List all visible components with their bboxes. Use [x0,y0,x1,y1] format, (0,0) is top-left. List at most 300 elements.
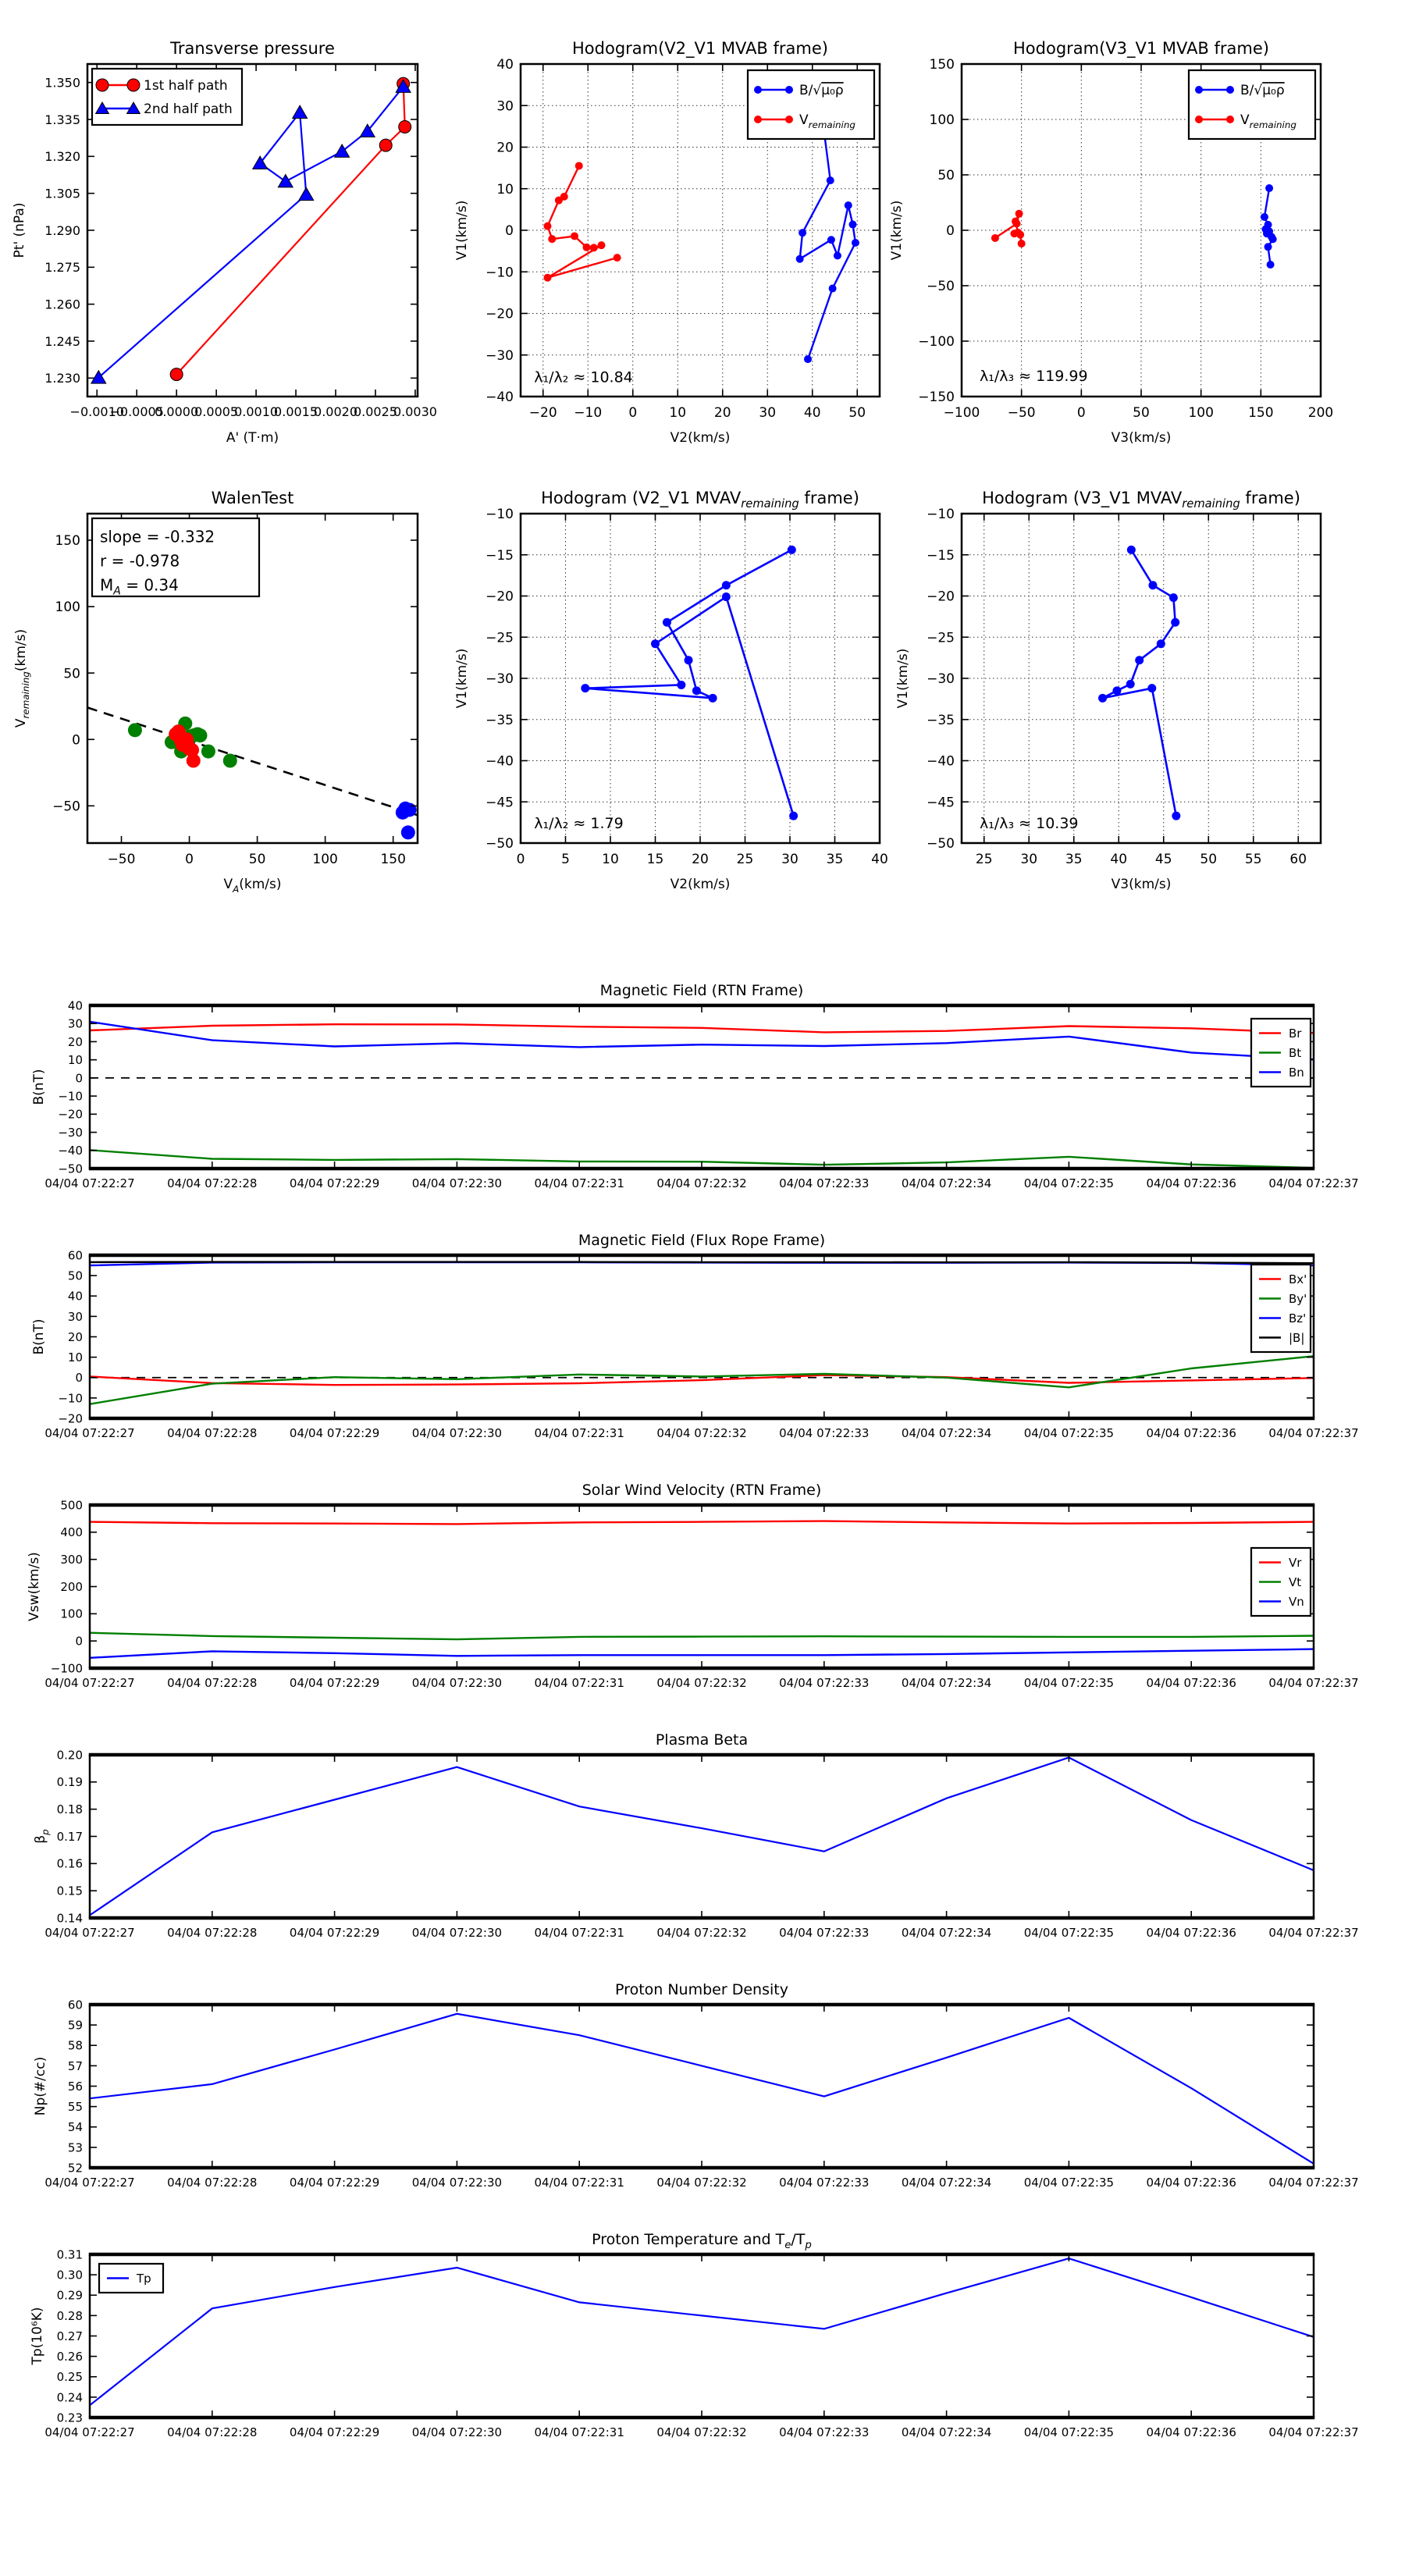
x-tick-label: −10 [574,405,603,421]
y-tick-label: 20 [67,1034,83,1049]
marker-dot [1147,684,1156,692]
y-tick-label: 20 [496,140,514,156]
y-tick-label: −15 [486,547,514,564]
y-tick-label: 59 [67,2018,83,2033]
legend-label: B/√μ₀ρ [799,83,844,99]
y-tick-label: 40 [496,57,514,73]
marker-circle [379,139,392,151]
y-tick-label: 50 [63,666,80,682]
chart-solar-wind-velocity [27,1482,1359,1690]
marker-dot [829,285,837,293]
y-tick-label: 500 [60,1498,83,1513]
y-tick-label: 0 [505,223,514,240]
marker-dot [1016,231,1024,239]
x-tick-label: 04/04 07:22:29 [289,1426,380,1440]
marker-dot [1135,656,1144,664]
series-line-B/√{μ₀ρ} [585,550,794,816]
y-tick-label: −20 [58,1107,83,1122]
y-tick-label: −20 [58,1411,83,1426]
series-line-Vn [90,1649,1314,1658]
marker-dot [1195,116,1203,123]
x-tick-label: 40 [1110,852,1128,867]
series-Br [90,1024,1314,1033]
x-tick-label: 0 [628,405,638,421]
infobox-line: slope = -0.332 [100,527,215,546]
annotation-hodogram-v3v1-mvav: λ₁/λ₃ ≈ 10.39 [980,815,1079,833]
chart-proton-temperature [30,2231,1359,2439]
marker-dot [598,241,606,249]
marker-dot [1261,213,1268,221]
y-tick-label: −30 [58,1125,83,1140]
chart-title-hodogram-v2v1-mvab: Hodogram(V2_V1 MVAB frame) [572,39,828,58]
y-tick-label: 100 [929,112,955,129]
y-tick-label: 0 [75,1634,83,1649]
y-tick-label: 57 [67,2058,83,2073]
marker-dot [1112,686,1121,695]
x-tick-label: 04/04 07:22:32 [656,1676,747,1690]
y-tick-label: −35 [927,712,955,728]
annotation-hodogram-v2v1-mvav: λ₁/λ₂ ≈ 1.79 [534,815,624,833]
y-tick-label: 0.25 [56,2370,83,2385]
spines [89,1755,1315,1918]
chart-title-solar-wind-velocity: Solar Wind Velocity (RTN Frame) [582,1482,822,1499]
x-tick-label: 25 [975,852,993,867]
y-axis-label: B(nT) [31,1318,47,1355]
y-tick-label: −20 [486,589,514,605]
marker-dot [1172,812,1180,820]
y-tick-label: −10 [58,1089,83,1104]
marker-dot [804,355,812,363]
legend-label: Br [1289,1026,1302,1041]
y-tick-label: 10 [67,1350,83,1365]
chart-hodogram-v2v1-mvab [454,39,880,446]
y-tick-label: −30 [486,347,514,364]
series-line-B/√{μ₀ρ} [1103,550,1176,816]
y-axis-label: Pt' (nPa) [12,202,27,258]
y-tick-label: 300 [60,1553,83,1567]
y-tick-label: 0.23 [56,2411,83,2425]
y-tick-label: −25 [927,630,955,646]
y-tick-label: 1.335 [44,112,80,127]
x-tick-label: 04/04 07:22:27 [44,1926,135,1940]
x-tick-label: −20 [528,405,557,421]
chart-magnetic-field-rtn [31,982,1359,1190]
x-tick-label: −0.0010 [69,404,124,419]
series-V_{remaining} [544,162,621,281]
x-tick-label: 04/04 07:22:37 [1268,1676,1359,1690]
marker-circle [170,368,183,381]
x-tick-label: 04/04 07:22:36 [1146,2176,1236,2190]
y-axis-label: $V_{remaining}(km/s)$ [13,628,31,728]
y-tick-label: −15 [927,547,955,564]
x-tick-label: 04/04 07:22:31 [534,1426,624,1440]
marker-dot [722,581,731,589]
marker-dot [845,201,852,209]
y-tick-label: −40 [927,753,955,770]
y-tick-label: −50 [58,1162,83,1176]
x-tick-label: 04/04 07:22:28 [167,1676,258,1690]
x-tick-label: 04/04 07:22:28 [167,2176,258,2190]
x-tick-label: 04/04 07:22:35 [1023,1926,1115,1940]
x-tick-label: 04/04 07:22:30 [411,1926,503,1940]
marker-dot [1016,210,1023,218]
y-tick-label: 55 [67,2100,83,2115]
x-tick-label: 04/04 07:22:31 [534,2425,624,2439]
y-tick-label: 10 [496,181,514,197]
y-tick-label: 60 [67,1248,83,1263]
marker-dot [722,592,731,601]
marker-dot [555,197,563,205]
x-tick-label: 04/04 07:22:33 [779,1176,870,1190]
x-tick-label: 150 [380,852,406,867]
x-tick-label: 04/04 07:22:35 [1023,1676,1115,1690]
series-line-Np [90,2014,1314,2164]
y-tick-label: 54 [67,2120,83,2135]
series-line-V_{remaining} [548,166,617,278]
y-tick-label: 50 [67,1268,83,1283]
x-tick-label: 04/04 07:22:28 [167,2425,258,2439]
x-tick-label: 04/04 07:22:27 [44,1676,135,1690]
y-tick-label: −20 [486,306,514,322]
y-axis-label: B(nT) [31,1069,47,1105]
y-tick-label: 150 [55,533,80,550]
x-tick-label: 04/04 07:22:29 [289,1676,380,1690]
x-tick-label: 0.0015 [274,404,318,419]
y-tick-label: 0.17 [56,1829,83,1844]
y-tick-label: −50 [927,836,955,852]
x-tick-label: 04/04 07:22:33 [779,1926,870,1940]
x-tick-label: 04/04 07:22:33 [779,2425,870,2439]
y-tick-label: −100 [918,334,955,350]
marker-dot [1098,694,1107,703]
legend-label: B/√μ₀ρ [1240,83,1285,99]
marker-dot [785,116,793,123]
marker-dot [1267,261,1275,269]
y-tick-label: 50 [937,168,955,184]
x-axis-label: V3(km/s) [1111,430,1172,446]
x-tick-label: 04/04 07:22:34 [901,2425,992,2439]
x-tick-label: 30 [1020,852,1038,867]
legend-proton-temperature [99,2264,163,2293]
marker-dot [788,546,796,554]
series-Vn [90,1649,1314,1658]
y-tick-label: 0.19 [56,1775,83,1790]
series-B/√{μ₀ρ} [1098,546,1180,820]
chart-hodogram-v3v1-mvav [895,489,1321,892]
x-tick-label: 04/04 07:22:34 [901,1176,992,1190]
chart-proton-number-density [33,1981,1359,2190]
marker-dot [834,251,841,259]
chart-hodogram-v3v1-mvab [889,39,1333,446]
x-tick-label: 04/04 07:22:35 [1023,2176,1115,2190]
x-tick-label: −50 [1007,405,1036,421]
y-tick-label: 0.14 [56,1911,83,1926]
x-tick-label: 0 [516,852,525,867]
x-tick-label: 30 [781,852,799,867]
y-tick-label: 1.290 [44,222,80,238]
y-tick-label: 0.30 [56,2268,83,2282]
marker-dot [614,254,621,262]
x-axis-label: V2(km/s) [670,430,731,446]
marker-dot [799,229,806,237]
marker-dot [754,116,762,123]
x-tick-label: 30 [759,405,777,421]
y-tick-label: 1.320 [44,149,80,165]
marker-dot [1157,639,1165,648]
scatter-point [180,732,194,746]
x-axis-label: V3(km/s) [1111,877,1172,892]
y-tick-label: 0.28 [56,2308,83,2323]
x-tick-label: 04/04 07:22:33 [779,1676,870,1690]
marker-dot [583,244,591,251]
y-tick-label: 0 [72,732,80,749]
legend-transverse-pressure [92,69,242,125]
x-tick-label: 04/04 07:22:31 [534,1926,624,1940]
legend-label: Bx' [1289,1272,1307,1286]
series-beta-p [90,1758,1314,1916]
y-tick-label: 1.230 [44,371,80,386]
x-tick-label: 04/04 07:22:32 [656,1426,747,1440]
x-tick-label: 04/04 07:22:34 [901,1676,992,1690]
x-tick-label: 04/04 07:22:30 [411,1676,503,1690]
x-tick-label: −100 [943,405,980,421]
infobox-line: $M_A = 0.34$ [100,575,179,598]
y-axis-label: Tp(10⁶K) [30,2307,45,2365]
marker-dot [571,232,578,240]
x-tick-label: 04/04 07:22:32 [656,1176,747,1190]
y-tick-label: 56 [67,2079,83,2094]
series-Vr [90,1521,1314,1525]
infobox-walen-test [92,518,259,597]
tick-labels [486,507,888,867]
y-tick-label: 0 [946,223,955,240]
y-tick-label: 0.24 [56,2390,83,2405]
x-tick-label: 60 [1289,852,1307,867]
marker-dot [785,86,793,94]
marker-dot [1171,618,1179,627]
series-line-Vt [90,1633,1314,1639]
y-tick-label: 10 [67,1053,83,1068]
marker-dot [1195,86,1203,94]
y-tick-label: 1.305 [44,186,80,201]
x-tick-label: 04/04 07:22:37 [1268,2425,1359,2439]
marker-dot [827,236,835,244]
series-line-Br [90,1024,1314,1033]
chart-title-magnetic-field-rtn: Magnetic Field (RTN Frame) [599,982,804,999]
marker-dot [548,235,556,243]
x-tick-label: 5 [561,852,570,867]
legend-hodogram-v2v1-mvab [748,70,874,139]
x-tick-label: 04/04 07:22:30 [411,1176,503,1190]
x-tick-label: 04/04 07:22:36 [1146,1176,1236,1190]
x-tick-label: 10 [669,405,687,421]
x-tick-label: 04/04 07:22:34 [901,1426,992,1440]
x-tick-label: 04/04 07:22:31 [534,2176,624,2190]
x-tick-label: 0 [1076,405,1086,421]
x-tick-label: 04/04 07:22:27 [44,1426,135,1440]
x-tick-label: 50 [1200,852,1218,867]
series-B/√{μ₀ρ} [581,546,798,820]
series-B/√{μ₀ρ} [1261,184,1277,269]
y-axis-label: Np(#/cc) [33,2056,48,2116]
marker-circle [399,120,411,133]
legend-label: $V_{remaining}$ [799,112,855,131]
x-tick-label: 0.0030 [393,404,437,419]
x-tick-label: 35 [826,852,844,867]
x-tick-label: 15 [646,852,664,867]
grid [962,514,1321,843]
x-tick-label: 04/04 07:22:35 [1023,1176,1115,1190]
y-tick-label: 52 [67,2161,83,2176]
legend-label: Vn [1289,1594,1304,1609]
legend-label: Bt [1289,1045,1302,1060]
series-line-2nd half path [98,87,403,378]
marker-dot [1226,86,1234,94]
marker-dot [852,239,859,247]
marker-triangle [278,175,293,187]
y-tick-label: 1.245 [44,333,80,349]
x-tick-label: 04/04 07:22:34 [901,2176,992,2190]
y-tick-label: 100 [60,1606,83,1621]
y-tick-label: 0 [75,1371,83,1386]
marker-dot [1264,243,1272,251]
x-tick-label: −50 [107,852,136,867]
y-tick-label: −30 [927,671,955,688]
chart-title-proton-number-density: Proton Number Density [615,1981,788,1998]
marker-dot [1265,184,1273,192]
x-tick-label: 40 [871,852,888,867]
x-tick-label: 0.0005 [194,404,239,419]
x-tick-label: 0.0025 [353,404,397,419]
y-tick-label: 40 [67,1289,83,1304]
y-axis-label: V1(km/s) [889,200,905,261]
chart-title-plasma-beta: Plasma Beta [655,1731,749,1749]
x-tick-label: 04/04 07:22:34 [901,1926,992,1940]
x-tick-label: 04/04 07:22:32 [656,1926,747,1940]
ticks [90,1505,1314,1668]
marker-dot [1226,116,1234,123]
marker-dot [1126,680,1135,688]
series-Np [90,2014,1314,2164]
legend-label: Vr [1289,1555,1302,1570]
annotation-hodogram-v3v1-mvab: λ₁/λ₃ ≈ 119.99 [980,368,1088,386]
x-tick-label: 04/04 07:22:28 [167,1176,258,1190]
chart-title-magnetic-field-flux-rope: Magnetic Field (Flux Rope Frame) [578,1232,826,1249]
marker-dot [677,681,685,689]
y-tick-label: −10 [927,507,955,523]
ticks [90,1255,1314,1418]
y-tick-label: 0.26 [56,2350,83,2364]
y-tick-label: −30 [486,671,514,688]
chart-transverse-pressure [12,39,437,446]
x-tick-label: 04/04 07:22:31 [534,1176,624,1190]
spines [89,1005,1315,1169]
marker-triangle [253,156,268,169]
y-tick-label: −45 [486,795,514,811]
marker-dot [544,274,552,282]
marker-circle [127,79,140,91]
x-tick-label: 04/04 07:22:36 [1146,1676,1236,1690]
scatter-point [187,754,201,768]
y-tick-label: 150 [929,57,955,73]
y-tick-label: 100 [55,600,80,616]
y-tick-label: −25 [486,630,514,646]
x-tick-label: 04/04 07:22:37 [1268,1426,1359,1440]
y-tick-label: 40 [67,998,83,1013]
marker-dot [1148,581,1157,589]
y-tick-label: 30 [67,1309,83,1324]
marker-circle [96,79,108,91]
x-tick-label: 150 [1248,405,1274,421]
y-tick-label: 0.18 [56,1802,83,1817]
scatter-point [396,806,410,820]
y-tick-label: 53 [67,2140,83,2155]
x-tick-label: 04/04 07:22:29 [289,1926,380,1940]
x-tick-label: 04/04 07:22:30 [411,1426,503,1440]
y-tick-label: −150 [918,390,955,406]
marker-dot [1012,218,1019,226]
series-line-Vr [90,1521,1314,1525]
x-tick-label: 04/04 07:22:37 [1268,1926,1359,1940]
chart-title-walen-test: WalenTest [211,489,294,507]
spines [89,1505,1315,1668]
legend-label: Bn [1289,1065,1304,1080]
x-tick-label: 04/04 07:22:37 [1268,2176,1359,2190]
chart-title-hodogram-v2v1-mvav: Hodogram (V2_V1 $MVAV_{remaining}$ frame) [541,489,859,511]
marker-dot [789,812,798,820]
y-tick-label: 0 [75,1071,83,1086]
marker-dot [1169,593,1178,602]
x-tick-label: 0.0010 [234,404,279,419]
marker-dot [685,656,693,664]
spines [89,1255,1315,1418]
chart-title-hodogram-v3v1-mvab: Hodogram(V3_V1 MVAB frame) [1013,39,1269,58]
x-tick-label: 04/04 07:22:31 [534,1676,624,1690]
y-tick-label: −100 [50,1661,83,1676]
scatter-point [401,825,415,839]
marker-dot [796,255,804,263]
legend-label: |B| [1289,1330,1305,1345]
x-tick-label: 35 [1065,852,1083,867]
y-tick-label: 0.31 [56,2247,83,2262]
scatter-point [193,728,207,742]
marker-dot [827,176,834,184]
x-tick-label: 04/04 07:22:30 [411,2176,503,2190]
y-tick-label: −50 [927,279,955,295]
marker-dot [575,162,583,169]
y-tick-label: 1.260 [44,297,80,312]
y-tick-label: −35 [486,712,514,728]
marker-dot [663,618,671,627]
y-tick-label: −10 [486,507,514,523]
y-tick-label: −20 [927,589,955,605]
x-tick-label: 04/04 07:22:35 [1023,1426,1115,1440]
x-tick-label: 04/04 07:22:27 [44,1176,135,1190]
x-axis-label: $V_A(km/s)$ [223,877,282,895]
x-tick-label: 04/04 07:22:27 [44,2176,135,2190]
x-tick-label: 04/04 07:22:37 [1268,1176,1359,1190]
x-tick-label: 50 [248,852,266,867]
chart-title-proton-temperature: Proton Temperature and $T_e/T_p$ [592,2231,812,2251]
x-tick-label: 55 [1244,852,1262,867]
y-tick-label: −50 [52,799,80,815]
ticks [90,2254,1314,2418]
series-V_{remaining} [991,210,1026,247]
marker-triangle [299,187,314,200]
y-axis-label: $\beta_p$ [33,1829,51,1844]
y-tick-label: −10 [486,265,514,281]
legend-solar-wind-velocity [1251,1548,1311,1616]
